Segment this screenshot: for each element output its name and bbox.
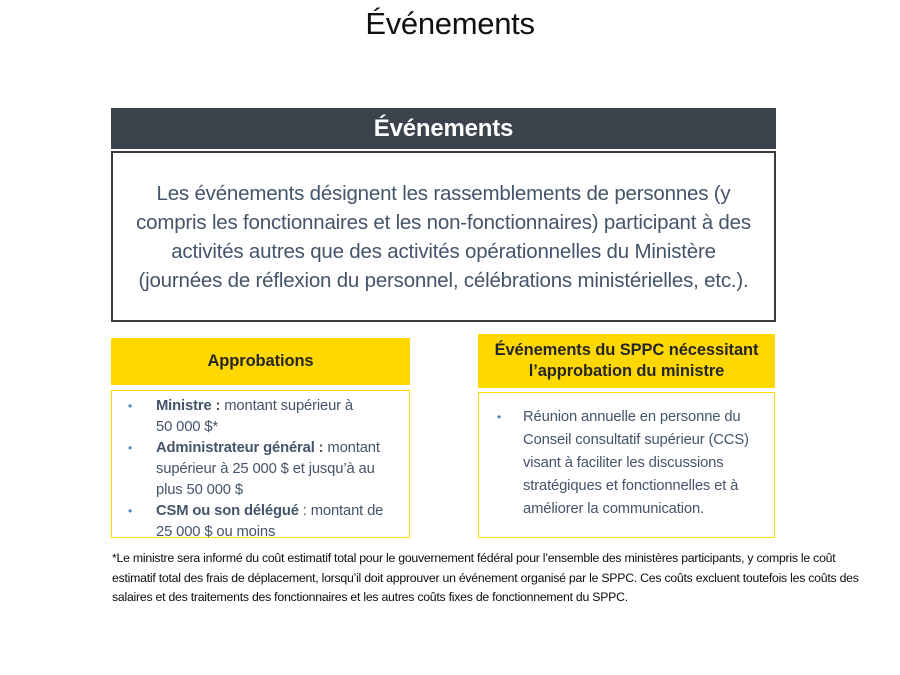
list-item [122, 396, 403, 438]
sppc-events-header-label: Événements du SPPC nécessitant l’approbation du ministre [494, 341, 759, 380]
list-item-lead: Administrateur général : [156, 440, 324, 456]
list-item-lead: CSM ou son délégué [156, 503, 299, 519]
sppc-events-body [478, 392, 775, 538]
list-item-rest: Réunion annuelle en personne du Conseil consultatif supérieur (CCS) visant à faciliter les discussions stratégiques et fonctionnelles et à améliorer la communication. [523, 409, 749, 517]
bullet-icon: • [128, 504, 133, 518]
approbations-list [122, 396, 403, 543]
list-item-rest: : montant de 25 000 $ ou moins [156, 503, 384, 540]
bullet-icon: • [128, 399, 133, 413]
list-item-lead: Ministre : [156, 398, 221, 414]
events-banner [111, 108, 776, 149]
footnote: *Le ministre sera informé du coût estimatif total pour le gouvernement fédéral pour l’ensemble des ministères participants, y compris le coût estimatif total des frais de déplacement, lorsqu’il doit approuver un événement organisé par le SPPC. Ces coûts excluent toutefois les coûts des salaires et des traitements des fonctionnaires et les autres coûts fixes de fonctionnement du SPPC. [112, 551, 859, 604]
list-item-text [523, 406, 766, 521]
list-item-rest: montant supérieur à 50 000 $* [156, 398, 353, 435]
approbations-body [111, 390, 410, 538]
page-title: Événements [365, 6, 535, 41]
events-banner-label: Événements [373, 114, 514, 142]
list-item-text [156, 396, 403, 438]
list-item [122, 438, 403, 501]
sppc-events-header [478, 334, 775, 388]
list-item [122, 501, 403, 543]
list-item-text [156, 438, 403, 501]
list-item [491, 406, 766, 521]
list-item-rest: montant supérieur à 25 000 $ et jusqu’à au plus 50 000 $ [156, 440, 380, 498]
approbations-header [111, 338, 410, 385]
bullet-icon: • [497, 410, 502, 424]
definition-box [111, 151, 776, 322]
list-item-text [156, 501, 403, 543]
approbations-header-label: Approbations [207, 352, 314, 370]
definition-text: Les événements désignent les rassemblements de personnes (y compris les fonctionnaires et les non-fonctionnaires) participant à des activités autres que des activités opérationnelles du Ministère (journées de réflexion du personnel, célébrations ministérielles, etc.). [136, 181, 751, 292]
bullet-icon: • [128, 441, 133, 455]
sppc-events-list [491, 406, 766, 521]
